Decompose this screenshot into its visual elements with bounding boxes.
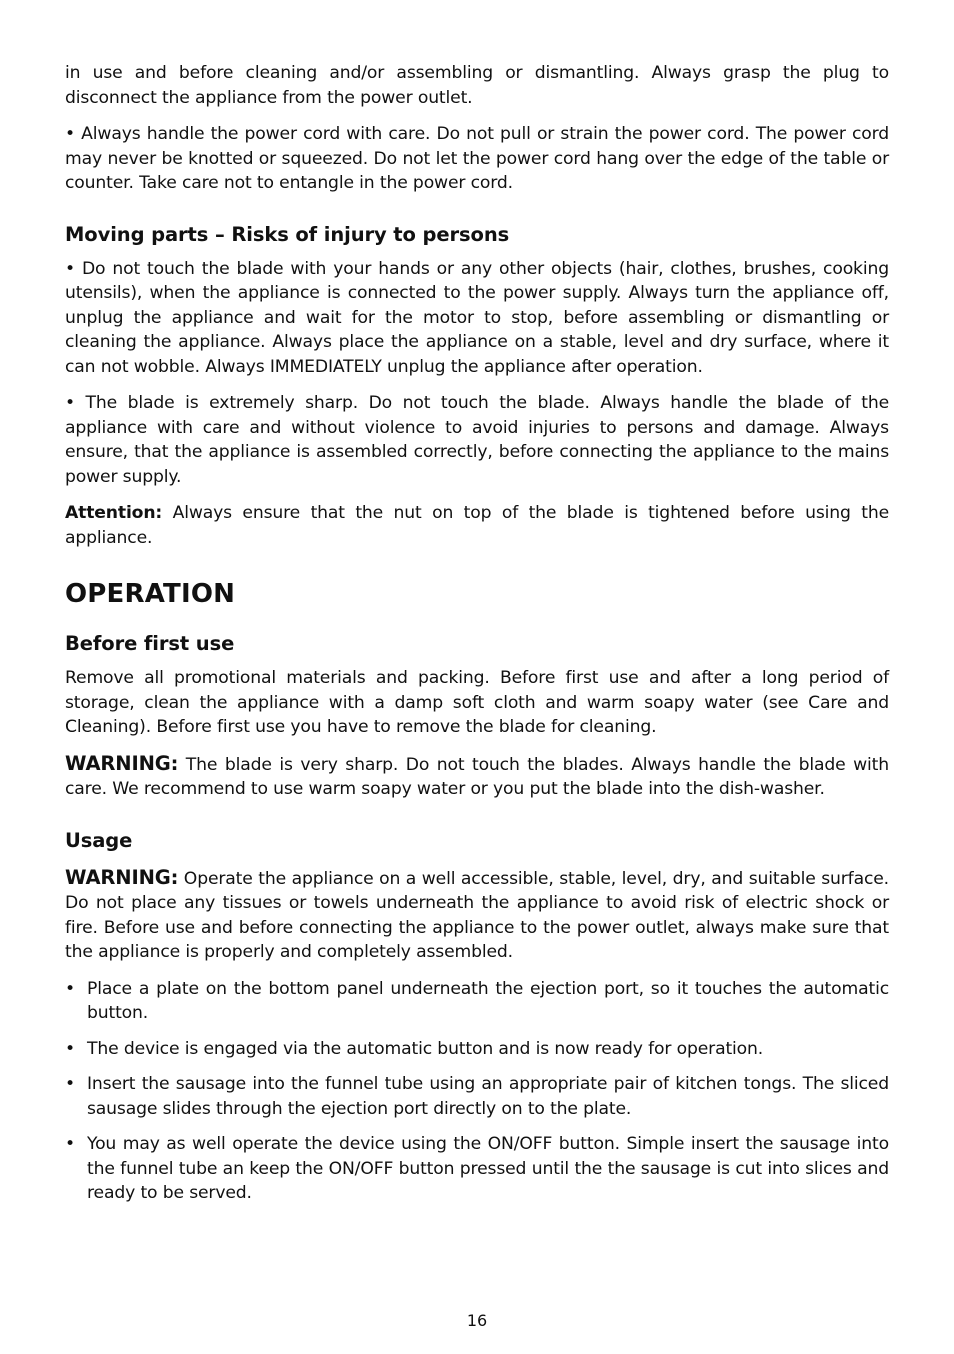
intro-paragraph-1: in use and before cleaning and/or assembling or dismantling. Always grasp the plug to disconnect the appliance from the power outlet. bbox=[65, 63, 889, 108]
before-first-use-paragraph: Remove all promotional materials and packing. Before first use and after a long period of storage, clean the appliance with a damp soft cloth and warm soapy water (see Care and Cleaning). Before first use you have to remove the blade for cleaning. bbox=[65, 668, 889, 737]
attention-text: Always ensure that the nut on top of the blade is tightened before using the appliance. bbox=[65, 503, 889, 548]
warning-text: The blade is very sharp. Do not touch the blades. Always handle the blade with care. We recommend to use warm soapy water or you put the blade into the dish-washer. bbox=[65, 754, 889, 799]
list-item-text: You may as well operate the device using the ON/OFF button. Simple insert the sausage into the funnel tube an keep the ON/OFF button pressed until the the sausage is cut into slices and ready to be served. bbox=[87, 1134, 889, 1203]
list-item-text: Insert the sausage into the funnel tube using an appropriate pair of kitchen tongs. The sliced sausage slides through the ejection port directly on to the plate. bbox=[87, 1074, 889, 1119]
warning-text: Operate the appliance on a well accessible, stable, level, dry, and suitable surface. Do not place any tissues or towels underneath the appliance to avoid risk of electric shock or fire. Before use and before connecting the appliance to the power outlet, always make sure that the appliance is properly and completely assembled. bbox=[65, 868, 889, 962]
bullet-marker: • bbox=[65, 978, 75, 999]
bullet-marker: • bbox=[65, 1134, 75, 1154]
bullet-marker: • bbox=[65, 1074, 75, 1094]
moving-parts-heading: Moving parts – Risks of injury to persons bbox=[65, 222, 510, 246]
usage-warning bbox=[65, 866, 889, 965]
intro-paragraph-2: • Always handle the power cord with care. Do not pull or strain the power cord. The power cord may never be knotted or squeezed. Do not let the power cord hang over the edge of the table or counter. Take care not to entangle in the power cord. bbox=[65, 124, 889, 193]
list-item bbox=[65, 1037, 889, 1062]
page-number: 16 bbox=[466, 1311, 488, 1330]
usage-heading: Usage bbox=[65, 828, 133, 852]
list-item-text: Place a plate on the bottom panel underneath the ejection port, so it touches the automatic button. bbox=[87, 978, 889, 1023]
attention-paragraph bbox=[65, 501, 889, 550]
bullet-marker: • bbox=[65, 1038, 75, 1059]
warning-label: WARNING: bbox=[65, 865, 179, 889]
before-first-use-heading: Before first use bbox=[65, 632, 235, 655]
list-item bbox=[65, 1132, 889, 1206]
manual-page bbox=[65, 61, 889, 1206]
operation-title: OPERATION bbox=[65, 579, 236, 609]
moving-parts-paragraph-2: • The blade is extremely sharp. Do not touch the blade. Always handle the blade of the appliance with care and without violence to avoid injuries to persons and damage. Always ensure, that the appliance is assembled correctly, before connecting the appliance to the mains power supply. bbox=[65, 393, 889, 487]
attention-label: Attention: bbox=[65, 503, 163, 523]
moving-parts-paragraph-1: • Do not touch the blade with your hands or any other objects (hair, clothes, brushes, cooking utensils), when the appliance is connected to the power supply. Always turn the appliance off, unplug the appliance and wait for the motor to stop, before assembling or dismantling or cleaning the appliance. Always place the appliance on a stable, level and dry surface, where it can not wobble. Always IMMEDIATELY unplug the appliance after operation. bbox=[65, 258, 889, 377]
usage-bullet-list bbox=[65, 977, 889, 1206]
before-first-use-warning bbox=[65, 752, 889, 802]
warning-label: WARNING: bbox=[65, 751, 179, 775]
list-item bbox=[65, 977, 889, 1026]
list-item-text: The device is engaged via the automatic button and is now ready for operation. bbox=[87, 1038, 764, 1059]
list-item bbox=[65, 1072, 889, 1121]
